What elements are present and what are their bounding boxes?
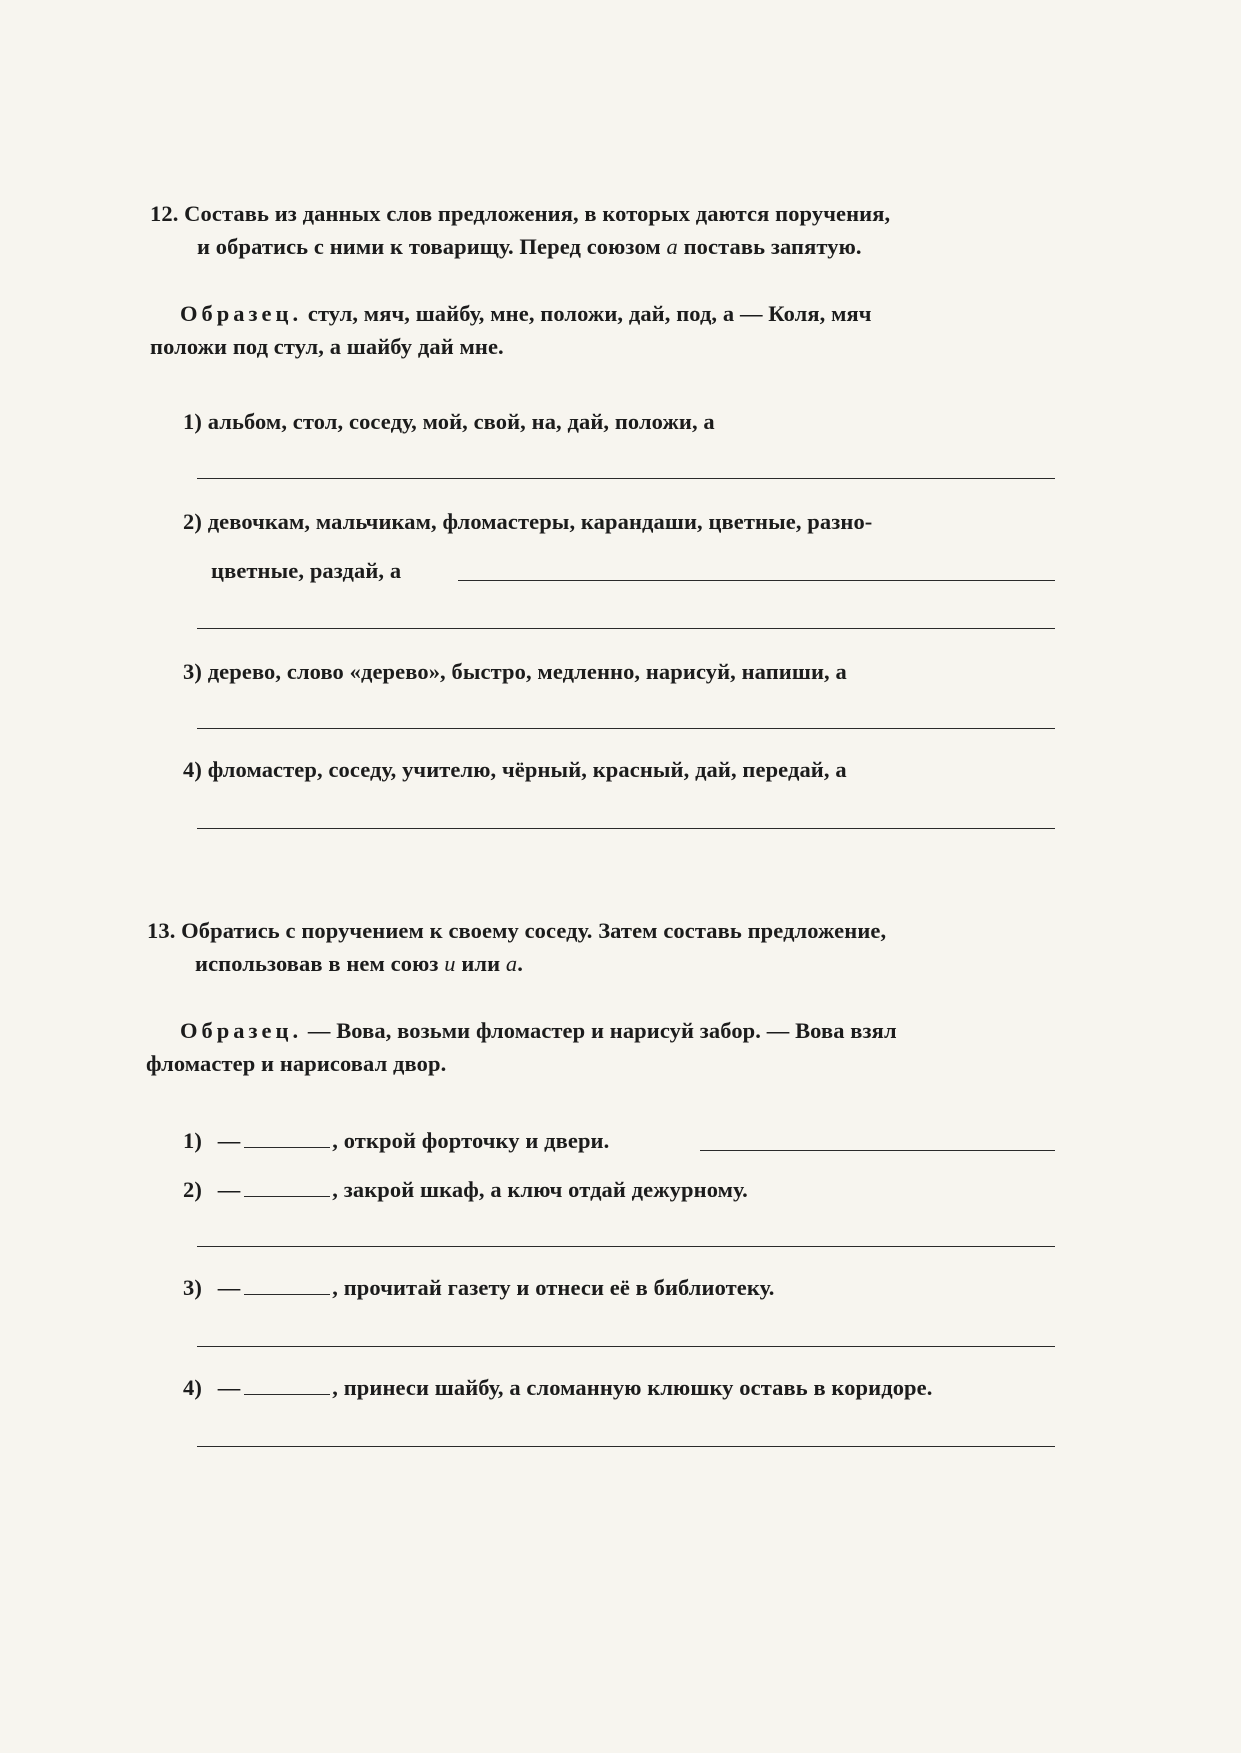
item-text: , закрой шкаф, а ключ отдай дежурному. [332,1177,748,1202]
item-text: девочкам, мальчикам, фломастеры, карандаши, цветные, разно- [207,509,873,534]
exercise-12-item-2 [183,508,872,536]
exercise-12-sample-text1: стул, мяч, шайбу, мне, положи, дай, под, а — Коля, мяч [302,301,872,326]
exercise-13-conjunction-i: и [444,951,456,976]
exercise-12-instruction-line2 [197,233,862,261]
exercise-13-sample-label: Образец. [180,1018,303,1043]
exercise-12-sample-line2: положи под стул, а шайбу дай мне. [150,334,504,359]
exercise-12-item-4 [183,756,847,784]
exercise-13-item-3 [183,1274,774,1302]
exercise-13-sample-text1: — Вова, возьми фломастер и нарисуй забор. — Вова взял [302,1018,897,1043]
exercise-12-number: 12. [150,201,179,226]
name-blank[interactable] [244,1274,330,1295]
name-blank[interactable] [244,1374,330,1395]
exercise-13-number: 13. [147,918,176,943]
exercise-12-item-2-answer-line-1[interactable] [458,580,1055,581]
item-text: фломастер, соседу, учителю, чёрный, красный, дай, передай, а [207,757,847,782]
exercise-12-sample-line1 [180,300,872,328]
exercise-12-conjunction: а [666,234,678,259]
exercise-12-item-2-continuation: цветные, раздай, а [211,558,402,583]
item-number: 1) [183,1128,202,1153]
name-blank[interactable] [244,1176,330,1197]
item-number: 4) [183,1375,202,1400]
exercise-12-sample-label: Образец. [180,301,303,326]
exercise-13-instruction-or: или [455,951,506,976]
item-number: 4) [183,757,202,782]
exercise-13-item-3-answer-line[interactable] [197,1346,1055,1347]
exercise-13-conjunction-a: а [505,951,518,976]
exercise-12-item-3-answer-line[interactable] [197,728,1055,729]
exercise-12-instruction-text1: Составь из данных слов предложения, в которых даются поручения, [184,201,891,226]
exercise-12-item-4-answer-line[interactable] [197,828,1055,829]
exercise-12-instruction-text3: поставь запятую. [677,234,862,259]
name-blank[interactable] [244,1127,330,1148]
exercise-13-item-4 [183,1374,932,1402]
exercise-13-instruction-end: . [517,951,524,976]
exercise-13-item-1 [183,1127,609,1155]
exercise-12-item-1 [183,408,715,436]
exercise-12-item-3 [183,658,847,686]
item-number: 1) [183,409,202,434]
item-dash: — [217,1375,241,1400]
exercise-12-item-1-answer-line[interactable] [197,478,1055,479]
exercise-12-item-2-answer-line-2[interactable] [197,628,1055,629]
item-number: 2) [183,1177,202,1202]
item-number: 3) [183,659,202,684]
item-number: 2) [183,509,202,534]
item-text: альбом, стол, соседу, мой, свой, на, дай, положи, а [207,409,715,434]
item-dash: — [217,1177,241,1202]
item-number: 3) [183,1275,202,1300]
item-text: , принеси шайбу, а сломанную клюшку оставь в коридоре. [332,1375,933,1400]
item-text: , открой форточку и двери. [332,1128,610,1153]
item-dash: — [217,1128,241,1153]
exercise-13-item-2 [183,1176,748,1204]
exercise-13-item-4-answer-line[interactable] [197,1446,1055,1447]
exercise-12-instruction-text2: и обратись с ними к товарищу. Перед союзом [197,234,667,259]
exercise-13-instruction-text2: использовав в нем союз [195,951,445,976]
exercise-13-item-1-answer-line[interactable] [700,1150,1055,1151]
exercise-13-sample-line1 [180,1017,897,1045]
exercise-13-item-2-answer-line[interactable] [197,1246,1055,1247]
exercise-13-sample-line2: фломастер и нарисовал двор. [146,1051,447,1076]
exercise-13-instruction-text1: Обратись с поручением к своему соседу. Затем составь предложение, [181,918,887,943]
exercise-12-instruction-line1 [150,200,890,228]
item-dash: — [217,1275,241,1300]
exercise-13-instruction-line1 [147,917,886,945]
item-text: , прочитай газету и отнеси её в библиотеку. [332,1275,775,1300]
exercise-13-instruction-line2 [195,950,523,978]
item-text: дерево, слово «дерево», быстро, медленно, нарисуй, напиши, а [207,659,847,684]
